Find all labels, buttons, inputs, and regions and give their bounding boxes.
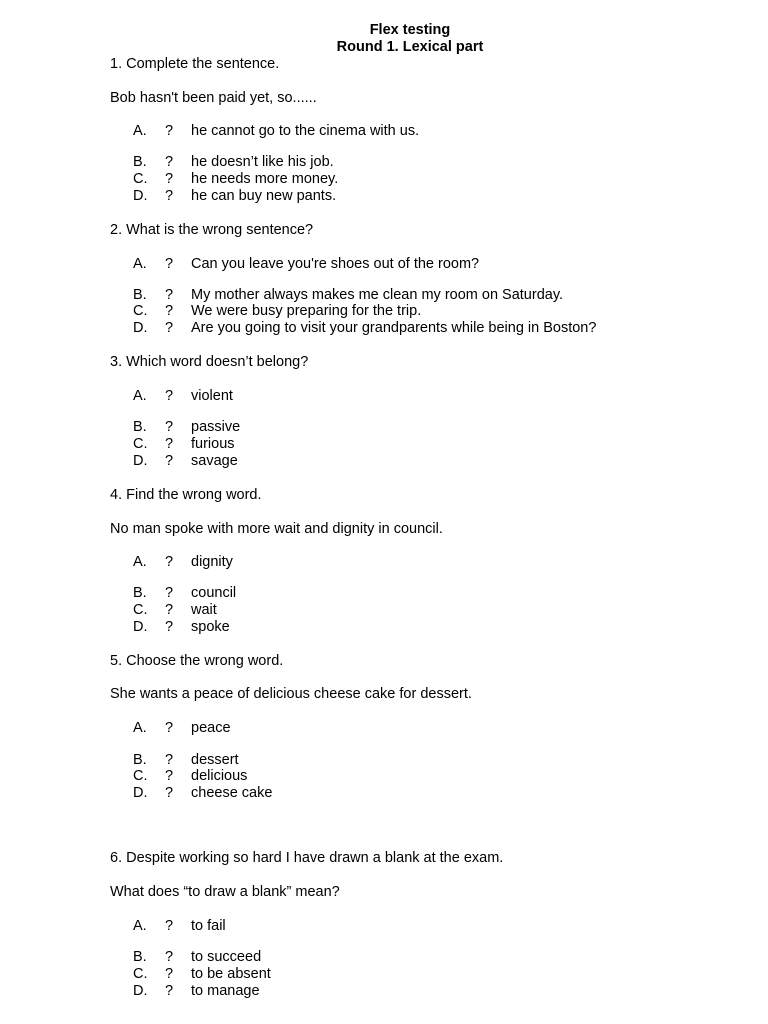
option-text: to be absent [191, 966, 271, 982]
document-title: Flex testing [369, 22, 451, 38]
option-marker: ? [165, 602, 174, 618]
option-marker: ? [165, 256, 174, 272]
option-text: he needs more money. [191, 171, 339, 187]
option-marker: ? [165, 388, 174, 404]
option-text: to fail [191, 918, 226, 934]
option-letter: B. [133, 154, 147, 170]
option-marker: ? [165, 436, 174, 452]
option-marker: ? [165, 785, 174, 801]
question-heading: 1. Complete the sentence. [110, 56, 280, 72]
option-text: Can you leave you're shoes out of the room? [191, 256, 480, 272]
option-text: he doesn’t like his job. [191, 154, 334, 170]
option-text: to succeed [191, 949, 262, 965]
option-text: dessert [191, 752, 239, 768]
option-letter: A. [133, 388, 147, 404]
option-letter: C. [133, 966, 148, 982]
option-text: dignity [191, 554, 233, 570]
option-text: to manage [191, 983, 260, 999]
option-text: Are you going to visit your grandparents while being in Boston? [191, 320, 597, 336]
option-marker: ? [165, 303, 174, 319]
option-text: passive [191, 419, 241, 435]
option-letter: D. [133, 983, 148, 999]
question-heading: 5. Choose the wrong word. [110, 653, 284, 669]
option-marker: ? [165, 752, 174, 768]
option-marker: ? [165, 171, 174, 187]
option-letter: B. [133, 419, 147, 435]
option-marker: ? [165, 619, 174, 635]
option-letter: C. [133, 303, 148, 319]
option-letter: B. [133, 585, 147, 601]
option-marker: ? [165, 983, 174, 999]
option-letter: B. [133, 287, 147, 303]
option-marker: ? [165, 966, 174, 982]
option-text: delicious [191, 768, 248, 784]
option-letter: C. [133, 436, 148, 452]
option-text: peace [191, 720, 231, 736]
option-text: he cannot go to the cinema with us. [191, 123, 420, 139]
option-letter: D. [133, 619, 148, 635]
option-letter: B. [133, 949, 147, 965]
document-subtitle: Round 1. Lexical part [336, 39, 484, 55]
option-letter: A. [133, 720, 147, 736]
option-letter: D. [133, 188, 148, 204]
option-marker: ? [165, 188, 174, 204]
option-marker: ? [165, 123, 174, 139]
option-marker: ? [165, 287, 174, 303]
option-letter: D. [133, 320, 148, 336]
option-letter: A. [133, 554, 147, 570]
option-text: My mother always makes me clean my room on Saturday. [191, 287, 564, 303]
question-prompt: Bob hasn't been paid yet, so...... [110, 90, 317, 106]
option-text: furious [191, 436, 235, 452]
question-prompt: She wants a peace of delicious cheese cake for dessert. [110, 686, 472, 702]
option-letter: C. [133, 171, 148, 187]
option-letter: B. [133, 752, 147, 768]
option-marker: ? [165, 918, 174, 934]
option-marker: ? [165, 554, 174, 570]
option-marker: ? [165, 949, 174, 965]
option-text: violent [191, 388, 233, 404]
option-letter: D. [133, 785, 148, 801]
question-heading: 6. Despite working so hard I have drawn a blank at the exam. [110, 850, 504, 866]
option-letter: A. [133, 123, 147, 139]
question-prompt: No man spoke with more wait and dignity in council. [110, 521, 443, 537]
option-marker: ? [165, 453, 174, 469]
question-prompt: What does “to draw a blank” mean? [110, 884, 340, 900]
option-letter: C. [133, 768, 148, 784]
option-marker: ? [165, 768, 174, 784]
option-text: cheese cake [191, 785, 273, 801]
option-letter: A. [133, 918, 147, 934]
option-text: wait [191, 602, 217, 618]
question-heading: 3. Which word doesn’t belong? [110, 354, 309, 370]
option-text: spoke [191, 619, 230, 635]
option-marker: ? [165, 154, 174, 170]
option-text: We were busy preparing for the trip. [191, 303, 422, 319]
option-marker: ? [165, 320, 174, 336]
question-heading: 4. Find the wrong word. [110, 487, 262, 503]
question-heading: 2. What is the wrong sentence? [110, 222, 314, 238]
option-letter: A. [133, 256, 147, 272]
option-marker: ? [165, 419, 174, 435]
option-letter: C. [133, 602, 148, 618]
option-letter: D. [133, 453, 148, 469]
option-marker: ? [165, 720, 174, 736]
option-marker: ? [165, 585, 174, 601]
option-text: he can buy new pants. [191, 188, 337, 204]
option-text: savage [191, 453, 238, 469]
option-text: council [191, 585, 237, 601]
